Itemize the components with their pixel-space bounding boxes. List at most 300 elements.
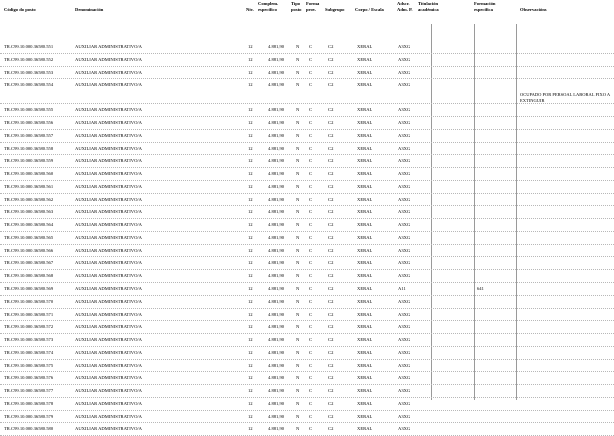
cell-complemento: 4.881,90	[268, 273, 285, 279]
cell-tipo: N	[296, 337, 300, 343]
table-row	[0, 130, 614, 143]
cell-nivel: 12	[248, 426, 253, 432]
header-tipo-line1: Tipo	[291, 1, 301, 6]
cell-forma: C	[309, 56, 313, 62]
cell-nivel: 12	[248, 413, 253, 419]
cell-formacion: 641	[477, 286, 484, 292]
cell-forma: C	[309, 82, 313, 88]
cell-nivel: 12	[248, 375, 253, 381]
cell-forma: C	[309, 222, 313, 228]
cell-subgrupo: C2	[328, 107, 334, 113]
cell-codigo: TR.C99.10.000.36580.565	[4, 234, 54, 240]
header-formacion-line2: específica	[474, 6, 493, 12]
cell-adscr: A3XG	[398, 413, 411, 419]
cell-complemento: 4.881,90	[268, 158, 285, 164]
cell-codigo: TR.C99.10.000.36580.554	[4, 82, 54, 88]
cell-tipo: N	[296, 286, 300, 292]
cell-denominacion: AUXILIAR ADMINISTRATIVO/A	[75, 222, 142, 228]
table-row	[0, 321, 614, 334]
cell-nivel: 12	[248, 260, 253, 266]
cell-codigo: TR.C99.10.000.36580.558	[4, 145, 54, 151]
cell-denominacion: AUXILIAR ADMINISTRATIVO/A	[75, 298, 142, 304]
cell-denominacion: AUXILIAR ADMINISTRATIVO/A	[75, 337, 142, 343]
header-formacion-line1: Formación	[474, 1, 496, 6]
cell-codigo: TR.C99.10.000.36580.557	[4, 132, 54, 138]
cell-corpo: XERAL	[357, 222, 373, 228]
cell-forma: C	[309, 426, 313, 432]
cell-denominacion: AUXILIAR ADMINISTRATIVO/A	[75, 120, 142, 126]
cell-denominacion: AUXILIAR ADMINISTRATIVO/A	[75, 44, 142, 49]
cell-tipo: N	[296, 222, 300, 228]
cell-forma: C	[309, 286, 313, 292]
table-row	[0, 296, 614, 309]
cell-complemento: 4.881,90	[268, 145, 285, 151]
header-tipo	[291, 1, 301, 12]
cell-forma: C	[309, 196, 313, 202]
cell-codigo: TR.C99.10.000.36580.573	[4, 337, 54, 343]
cell-forma: C	[309, 247, 313, 253]
cell-adscr: A3XG	[398, 44, 411, 49]
cell-subgrupo: C2	[328, 145, 334, 151]
cell-tipo: N	[296, 349, 300, 355]
cell-codigo: TR.C99.10.000.36580.567	[4, 260, 54, 266]
cell-complemento: 4.881,90	[268, 132, 285, 138]
cell-tipo: N	[296, 388, 300, 394]
cell-denominacion: AUXILIAR ADMINISTRATIVO/A	[75, 362, 142, 368]
cell-nivel: 12	[248, 171, 253, 177]
cell-adscr: A3XG	[398, 107, 411, 113]
cell-corpo: XERAL	[357, 400, 373, 406]
cell-tipo: N	[296, 234, 300, 240]
cell-complemento: 4.881,90	[268, 69, 285, 75]
cell-subgrupo: C2	[328, 171, 334, 177]
table-row	[0, 41, 614, 54]
cell-corpo: XERAL	[357, 132, 373, 138]
table-row	[0, 155, 614, 168]
cell-adscr: A3XG	[398, 349, 411, 355]
cell-adscr: A3XG	[398, 400, 411, 406]
cell-corpo: XERAL	[357, 171, 373, 177]
table-body	[0, 41, 614, 436]
cell-subgrupo: C2	[328, 426, 334, 432]
cell-subgrupo: C2	[328, 82, 334, 88]
cell-codigo: TR.C99.10.000.36580.555	[4, 107, 54, 113]
cell-corpo: XERAL	[357, 426, 373, 432]
cell-adscr: A3XG	[398, 56, 411, 62]
cell-corpo: XERAL	[357, 349, 373, 355]
cell-adscr: A3XG	[398, 311, 411, 317]
cell-denominacion: AUXILIAR ADMINISTRATIVO/A	[75, 196, 142, 202]
cell-adscr: A3XG	[398, 120, 411, 126]
cell-complemento: 4.881,90	[268, 120, 285, 126]
cell-adscr: A3XG	[398, 337, 411, 343]
cell-subgrupo: C2	[328, 183, 334, 189]
cell-codigo: TR.C99.10.000.36580.568	[4, 273, 54, 279]
cell-forma: C	[309, 145, 313, 151]
cell-tipo: N	[296, 324, 300, 330]
table-row	[0, 270, 614, 283]
cell-forma: C	[309, 69, 313, 75]
cell-complemento: 4.881,90	[268, 286, 285, 292]
cell-nivel: 12	[248, 145, 253, 151]
cell-tipo: N	[296, 171, 300, 177]
cell-nivel: 12	[248, 196, 253, 202]
cell-tipo: N	[296, 311, 300, 317]
cell-complemento: 4.881,90	[268, 247, 285, 253]
cell-forma: C	[309, 183, 313, 189]
cell-adscr: A3XG	[398, 196, 411, 202]
cell-subgrupo: C2	[328, 413, 334, 419]
table-row	[0, 79, 614, 104]
cell-complemento: 4.881,90	[268, 222, 285, 228]
cell-forma: C	[309, 273, 313, 279]
header-complemento	[258, 1, 278, 12]
cell-tipo: N	[296, 273, 300, 279]
header-denominacion: Denominación	[75, 7, 104, 12]
cell-corpo: XERAL	[357, 413, 373, 419]
table-row	[0, 411, 614, 424]
cell-adscr: A3XG	[398, 324, 411, 330]
header-nivel: Niv.	[246, 7, 254, 12]
cell-denominacion: AUXILIAR ADMINISTRATIVO/A	[75, 273, 142, 279]
cell-forma: C	[309, 209, 313, 215]
cell-codigo: TR.C99.10.000.36580.570	[4, 298, 54, 304]
cell-codigo: TR.C99.10.000.36580.572	[4, 324, 54, 330]
cell-tipo: N	[296, 183, 300, 189]
cell-adscr: A3XG	[398, 69, 411, 75]
cell-forma: C	[309, 260, 313, 266]
table-row	[0, 309, 614, 322]
table-row	[0, 423, 614, 436]
cell-subgrupo: C2	[328, 56, 334, 62]
cell-codigo: TR.C99.10.000.36580.566	[4, 247, 54, 253]
header-tipo-line2: posto	[291, 6, 302, 12]
cell-adscr: A3XG	[398, 145, 411, 151]
cell-denominacion: AUXILIAR ADMINISTRATIVO/A	[75, 286, 142, 292]
header-adscr-line2: Adm. P.	[397, 6, 413, 12]
cell-denominacion: AUXILIAR ADMINISTRATIVO/A	[75, 82, 142, 88]
cell-nivel: 12	[248, 44, 253, 49]
cell-complemento: 4.881,90	[268, 171, 285, 177]
cell-adscr: A3XG	[398, 82, 411, 88]
cell-complemento: 4.881,90	[268, 234, 285, 240]
cell-subgrupo: C2	[328, 362, 334, 368]
cell-forma: C	[309, 234, 313, 240]
cell-subgrupo: C2	[328, 234, 334, 240]
cell-tipo: N	[296, 247, 300, 253]
cell-nivel: 12	[248, 234, 253, 240]
cell-denominacion: AUXILIAR ADMINISTRATIVO/A	[75, 56, 142, 62]
cell-nivel: 12	[248, 298, 253, 304]
cell-nivel: 12	[248, 120, 253, 126]
cell-codigo: TR.C99.10.000.36580.579	[4, 413, 54, 419]
cell-corpo: XERAL	[357, 209, 373, 215]
cell-nivel: 12	[248, 158, 253, 164]
cell-corpo: XERAL	[357, 158, 373, 164]
cell-complemento: 4.881,90	[268, 107, 285, 113]
table-row	[0, 117, 614, 130]
cell-tipo: N	[296, 362, 300, 368]
table-row	[0, 181, 614, 194]
cell-tipo: N	[296, 120, 300, 126]
cell-corpo: XERAL	[357, 183, 373, 189]
cell-codigo: TR.C99.10.000.36580.563	[4, 209, 54, 215]
cell-denominacion: AUXILIAR ADMINISTRATIVO/A	[75, 145, 142, 151]
cell-subgrupo: C2	[328, 69, 334, 75]
table-row	[0, 67, 614, 80]
cell-corpo: XERAL	[357, 145, 373, 151]
header-forma-line2: prov.	[306, 6, 316, 12]
cell-denominacion: AUXILIAR ADMINISTRATIVO/A	[75, 171, 142, 177]
cell-tipo: N	[296, 400, 300, 406]
cell-codigo: TR.C99.10.000.36580.577	[4, 388, 54, 394]
header-adscr-line1: Adscr.	[397, 1, 410, 6]
table-row	[0, 283, 614, 296]
cell-denominacion: AUXILIAR ADMINISTRATIVO/A	[75, 234, 142, 240]
cell-subgrupo: C2	[328, 273, 334, 279]
cell-subgrupo: C2	[328, 247, 334, 253]
cell-nivel: 12	[248, 349, 253, 355]
cell-codigo: TR.C99.10.000.36580.564	[4, 222, 54, 228]
cell-corpo: XERAL	[357, 324, 373, 330]
cell-complemento: 4.881,90	[268, 400, 285, 406]
cell-codigo: TR.C99.10.000.36580.569	[4, 286, 54, 292]
cell-subgrupo: C2	[328, 324, 334, 330]
cell-adscr: A3XG	[398, 209, 411, 215]
header-observaciones: Observacións	[520, 7, 547, 12]
cell-nivel: 12	[248, 273, 253, 279]
cell-tipo: N	[296, 298, 300, 304]
cell-denominacion: AUXILIAR ADMINISTRATIVO/A	[75, 375, 142, 381]
cell-adscr: A3XG	[398, 260, 411, 266]
cell-corpo: XERAL	[357, 247, 373, 253]
cell-complemento: 4.881,90	[268, 337, 285, 343]
cell-complemento: 4.881,90	[268, 260, 285, 266]
cell-corpo: XERAL	[357, 44, 373, 49]
cell-subgrupo: C2	[328, 388, 334, 394]
table-row	[0, 334, 614, 347]
cell-complemento: 4.881,90	[268, 413, 285, 419]
cell-subgrupo: C2	[328, 349, 334, 355]
table-row	[0, 360, 614, 373]
cell-forma: C	[309, 400, 313, 406]
header-titulacion	[418, 1, 439, 12]
cell-corpo: XERAL	[357, 286, 373, 292]
cell-nivel: 12	[248, 311, 253, 317]
table-row	[0, 372, 614, 385]
cell-corpo: XERAL	[357, 107, 373, 113]
cell-forma: C	[309, 311, 313, 317]
cell-forma: C	[309, 337, 313, 343]
cell-nivel: 12	[248, 247, 253, 253]
cell-subgrupo: C2	[328, 222, 334, 228]
cell-codigo: TR.C99.10.000.36580.561	[4, 183, 54, 189]
header-corpo: Corpo / Escala	[355, 7, 384, 12]
cell-adscr: A11	[398, 286, 406, 292]
cell-nivel: 12	[248, 222, 253, 228]
cell-codigo: TR.C99.10.000.36580.571	[4, 311, 54, 317]
cell-codigo: TR.C99.10.000.36580.578	[4, 400, 54, 406]
cell-complemento: 4.881,90	[268, 209, 285, 215]
cell-corpo: XERAL	[357, 260, 373, 266]
header-subgrupo: Subgrupo	[325, 7, 345, 12]
cell-adscr: A3XG	[398, 234, 411, 240]
cell-denominacion: AUXILIAR ADMINISTRATIVO/A	[75, 324, 142, 330]
cell-nivel: 12	[248, 362, 253, 368]
cell-codigo: TR.C99.10.000.36580.574	[4, 349, 54, 355]
cell-denominacion: AUXILIAR ADMINISTRATIVO/A	[75, 400, 142, 406]
table-row	[0, 219, 614, 232]
cell-denominacion: AUXILIAR ADMINISTRATIVO/A	[75, 132, 142, 138]
cell-adscr: A3XG	[398, 158, 411, 164]
cell-tipo: N	[296, 260, 300, 266]
cell-nivel: 12	[248, 82, 253, 88]
cell-denominacion: AUXILIAR ADMINISTRATIVO/A	[75, 260, 142, 266]
header-adscr	[397, 1, 413, 12]
cell-denominacion: AUXILIAR ADMINISTRATIVO/A	[75, 349, 142, 355]
cell-corpo: XERAL	[357, 298, 373, 304]
table-row	[0, 257, 614, 270]
cell-tipo: N	[296, 56, 300, 62]
cell-tipo: N	[296, 107, 300, 113]
cell-codigo: TR.C99.10.000.36580.575	[4, 362, 54, 368]
cell-nivel: 12	[248, 400, 253, 406]
cell-adscr: A3XG	[398, 222, 411, 228]
table-row	[0, 168, 614, 181]
cell-complemento: 4.881,90	[268, 362, 285, 368]
cell-adscr: A3XG	[398, 298, 411, 304]
cell-codigo: TR.C99.10.000.36580.559	[4, 158, 54, 164]
table-row	[0, 385, 614, 398]
cell-nivel: 12	[248, 286, 253, 292]
cell-forma: C	[309, 158, 313, 164]
cell-codigo: TR.C99.10.000.36580.580	[4, 426, 54, 432]
cell-codigo: TR.C99.10.000.36580.551	[4, 44, 54, 49]
table-row	[0, 245, 614, 258]
cell-denominacion: AUXILIAR ADMINISTRATIVO/A	[75, 69, 142, 75]
table-row	[0, 347, 614, 360]
cell-corpo: XERAL	[357, 273, 373, 279]
cell-complemento: 4.881,90	[268, 298, 285, 304]
cell-forma: C	[309, 324, 313, 330]
cell-tipo: N	[296, 375, 300, 381]
cell-subgrupo: C2	[328, 196, 334, 202]
cell-subgrupo: C2	[328, 375, 334, 381]
table-row	[0, 143, 614, 156]
cell-complemento: 4.881,90	[268, 349, 285, 355]
cell-tipo: N	[296, 426, 300, 432]
header-complemento-line2: específico	[258, 6, 277, 12]
cell-corpo: XERAL	[357, 375, 373, 381]
cell-forma: C	[309, 132, 313, 138]
cell-denominacion: AUXILIAR ADMINISTRATIVO/A	[75, 158, 142, 164]
table-row	[0, 194, 614, 207]
cell-subgrupo: C2	[328, 400, 334, 406]
cell-complemento: 4.881,90	[268, 56, 285, 62]
cell-forma: C	[309, 298, 313, 304]
cell-adscr: A3XG	[398, 388, 411, 394]
cell-subgrupo: C2	[328, 209, 334, 215]
cell-denominacion: AUXILIAR ADMINISTRATIVO/A	[75, 247, 142, 253]
cell-subgrupo: C2	[328, 298, 334, 304]
cell-subgrupo: C2	[328, 286, 334, 292]
cell-forma: C	[309, 171, 313, 177]
cell-complemento: 4.881,90	[268, 375, 285, 381]
cell-adscr: A3XG	[398, 183, 411, 189]
table-row	[0, 104, 614, 117]
cell-nivel: 12	[248, 209, 253, 215]
cell-forma: C	[309, 107, 313, 113]
header-forma	[306, 1, 319, 12]
cell-subgrupo: C2	[328, 260, 334, 266]
cell-codigo: TR.C99.10.000.36580.562	[4, 196, 54, 202]
cell-codigo: TR.C99.10.000.36580.576	[4, 375, 54, 381]
cell-tipo: N	[296, 413, 300, 419]
cell-nivel: 12	[248, 69, 253, 75]
header-complemento-line1: Complem.	[258, 1, 279, 6]
header-formacion	[474, 1, 495, 12]
cell-denominacion: AUXILIAR ADMINISTRATIVO/A	[75, 107, 142, 113]
cell-subgrupo: C2	[328, 44, 334, 49]
cell-codigo: TR.C99.10.000.36580.560	[4, 171, 54, 177]
cell-forma: C	[309, 388, 313, 394]
header-forma-line1: Forma	[306, 1, 320, 6]
cell-adscr: A3XG	[398, 375, 411, 381]
cell-subgrupo: C2	[328, 158, 334, 164]
cell-forma: C	[309, 362, 313, 368]
cell-forma: C	[309, 375, 313, 381]
cell-complemento: 4.881,90	[268, 324, 285, 330]
cell-complemento: 4.881,90	[268, 196, 285, 202]
cell-corpo: XERAL	[357, 234, 373, 240]
cell-corpo: XERAL	[357, 56, 373, 62]
cell-corpo: XERAL	[357, 311, 373, 317]
cell-corpo: XERAL	[357, 196, 373, 202]
cell-denominacion: AUXILIAR ADMINISTRATIVO/A	[75, 209, 142, 215]
cell-forma: C	[309, 120, 313, 126]
cell-corpo: XERAL	[357, 337, 373, 343]
cell-subgrupo: C2	[328, 132, 334, 138]
table-row	[0, 232, 614, 245]
cell-subgrupo: C2	[328, 120, 334, 126]
cell-nivel: 12	[248, 388, 253, 394]
cell-complemento: 4.881,90	[268, 44, 285, 49]
cell-forma: C	[309, 413, 313, 419]
cell-denominacion: AUXILIAR ADMINISTRATIVO/A	[75, 183, 142, 189]
cell-corpo: XERAL	[357, 69, 373, 75]
cell-tipo: N	[296, 158, 300, 164]
cell-nivel: 12	[248, 107, 253, 113]
cell-nivel: 12	[248, 183, 253, 189]
header-titulacion-line2: académica	[418, 6, 439, 12]
cell-codigo: TR.C99.10.000.36580.552	[4, 56, 54, 62]
cell-complemento: 4.881,90	[268, 82, 285, 88]
cell-denominacion: AUXILIAR ADMINISTRATIVO/A	[75, 311, 142, 317]
cell-corpo: XERAL	[357, 120, 373, 126]
cell-nivel: 12	[248, 132, 253, 138]
cell-adscr: A3XG	[398, 426, 411, 432]
cell-subgrupo: C2	[328, 311, 334, 317]
cell-denominacion: AUXILIAR ADMINISTRATIVO/A	[75, 388, 142, 394]
cell-tipo: N	[296, 209, 300, 215]
cell-tipo: N	[296, 44, 300, 49]
cell-nivel: 12	[248, 324, 253, 330]
cell-corpo: XERAL	[357, 362, 373, 368]
table-row	[0, 206, 614, 219]
cell-tipo: N	[296, 145, 300, 151]
cell-nivel: 12	[248, 337, 253, 343]
cell-codigo: TR.C99.10.000.36580.556	[4, 120, 54, 126]
